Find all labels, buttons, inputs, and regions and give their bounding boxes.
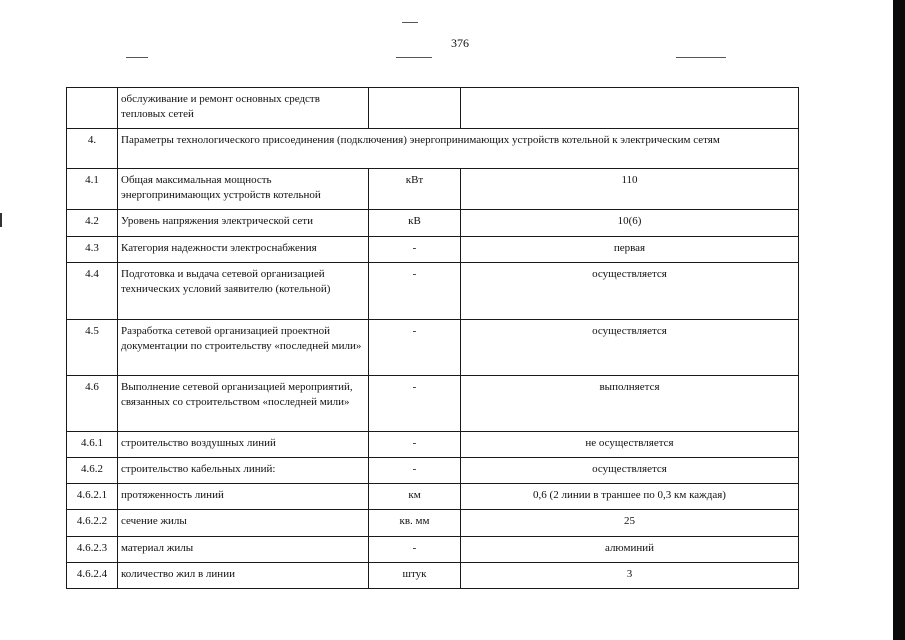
parameter-value: осуществляется	[461, 458, 799, 484]
parameter-value: не осуществляется	[461, 432, 799, 458]
parameter-unit	[369, 88, 461, 129]
parameter-name: Разработка сетевой организацией проектной документации по строительству «последней мили»	[118, 320, 369, 376]
parameter-unit: -	[369, 537, 461, 563]
row-number: 4.6.2.1	[67, 484, 118, 510]
parameter-name: Подготовка и выдача сетевой организацией технических условий заявителю (котельной)	[118, 263, 369, 320]
parameter-value: алюминий	[461, 537, 799, 563]
row-number: 4.3	[67, 237, 118, 263]
parameter-name: сечение жилы	[118, 510, 369, 537]
scan-speck	[676, 57, 726, 58]
section-row	[67, 129, 799, 169]
parameter-value	[461, 88, 799, 129]
parameter-unit: -	[369, 263, 461, 320]
parameter-value: 0,6 (2 линии в траншее по 0,3 км каждая)	[461, 484, 799, 510]
parameter-name: Общая максимальная мощность энергопринимающих устройств котельной	[118, 169, 369, 210]
table-row	[67, 263, 799, 320]
table-row	[67, 458, 799, 484]
parameter-unit: кВт	[369, 169, 461, 210]
parameter-name: строительство кабельных линий:	[118, 458, 369, 484]
parameter-name: количество жил в линии	[118, 563, 369, 589]
table-row	[67, 320, 799, 376]
parameter-unit: кВ	[369, 210, 461, 237]
table-row	[67, 563, 799, 589]
parameter-value: осуществляется	[461, 320, 799, 376]
parameter-unit: -	[369, 376, 461, 432]
page-number: 376	[451, 36, 469, 50]
row-number: 4.6.1	[67, 432, 118, 458]
table-row	[67, 432, 799, 458]
row-number: 4.6.2.2	[67, 510, 118, 537]
parameter-name: протяженность линий	[118, 484, 369, 510]
parameter-unit: -	[369, 458, 461, 484]
parameter-name: Уровень напряжения электрической сети	[118, 210, 369, 237]
row-number: 4.1	[67, 169, 118, 210]
parameter-value: 10(6)	[461, 210, 799, 237]
row-number: 4.4	[67, 263, 118, 320]
table-row	[67, 88, 799, 129]
scan-speck	[402, 22, 418, 23]
row-number: 4.5	[67, 320, 118, 376]
parameter-name: Выполнение сетевой организацией мероприятий, связанных со строительством «последней мили»	[118, 376, 369, 432]
row-number: 4.6.2.4	[67, 563, 118, 589]
scan-speck	[126, 57, 148, 58]
table-row	[67, 537, 799, 563]
parameter-unit: км	[369, 484, 461, 510]
parameter-value: осуществляется	[461, 263, 799, 320]
section-title: Параметры технологического присоединения (подключения) энергопринимающих устройств котельной к электрическим сетям	[118, 129, 799, 169]
row-number	[67, 88, 118, 129]
table-row	[67, 484, 799, 510]
scan-speck	[396, 57, 432, 58]
table-row	[67, 237, 799, 263]
parameter-value: 110	[461, 169, 799, 210]
parameter-name: материал жилы	[118, 537, 369, 563]
parameter-value: выполняется	[461, 376, 799, 432]
table-row	[67, 169, 799, 210]
table-row	[67, 510, 799, 537]
row-number: 4.2	[67, 210, 118, 237]
scan-edge-mark	[0, 213, 2, 227]
row-number: 4.6	[67, 376, 118, 432]
parameter-value: 25	[461, 510, 799, 537]
table-row	[67, 210, 799, 237]
parameter-unit: -	[369, 320, 461, 376]
row-number: 4.6.2.3	[67, 537, 118, 563]
parameter-name: строительство воздушных линий	[118, 432, 369, 458]
parameter-unit: кв. мм	[369, 510, 461, 537]
parameter-name: обслуживание и ремонт основных средств тепловых сетей	[118, 88, 369, 129]
scan-edge-bar	[893, 0, 905, 640]
row-number: 4.6.2	[67, 458, 118, 484]
parameter-unit: -	[369, 237, 461, 263]
parameter-unit: штук	[369, 563, 461, 589]
parameter-value: первая	[461, 237, 799, 263]
parameter-name: Категория надежности электроснабжения	[118, 237, 369, 263]
parameter-value: 3	[461, 563, 799, 589]
parameter-unit: -	[369, 432, 461, 458]
section-number: 4.	[67, 129, 118, 169]
parameters-table	[66, 87, 799, 589]
table-row	[67, 376, 799, 432]
